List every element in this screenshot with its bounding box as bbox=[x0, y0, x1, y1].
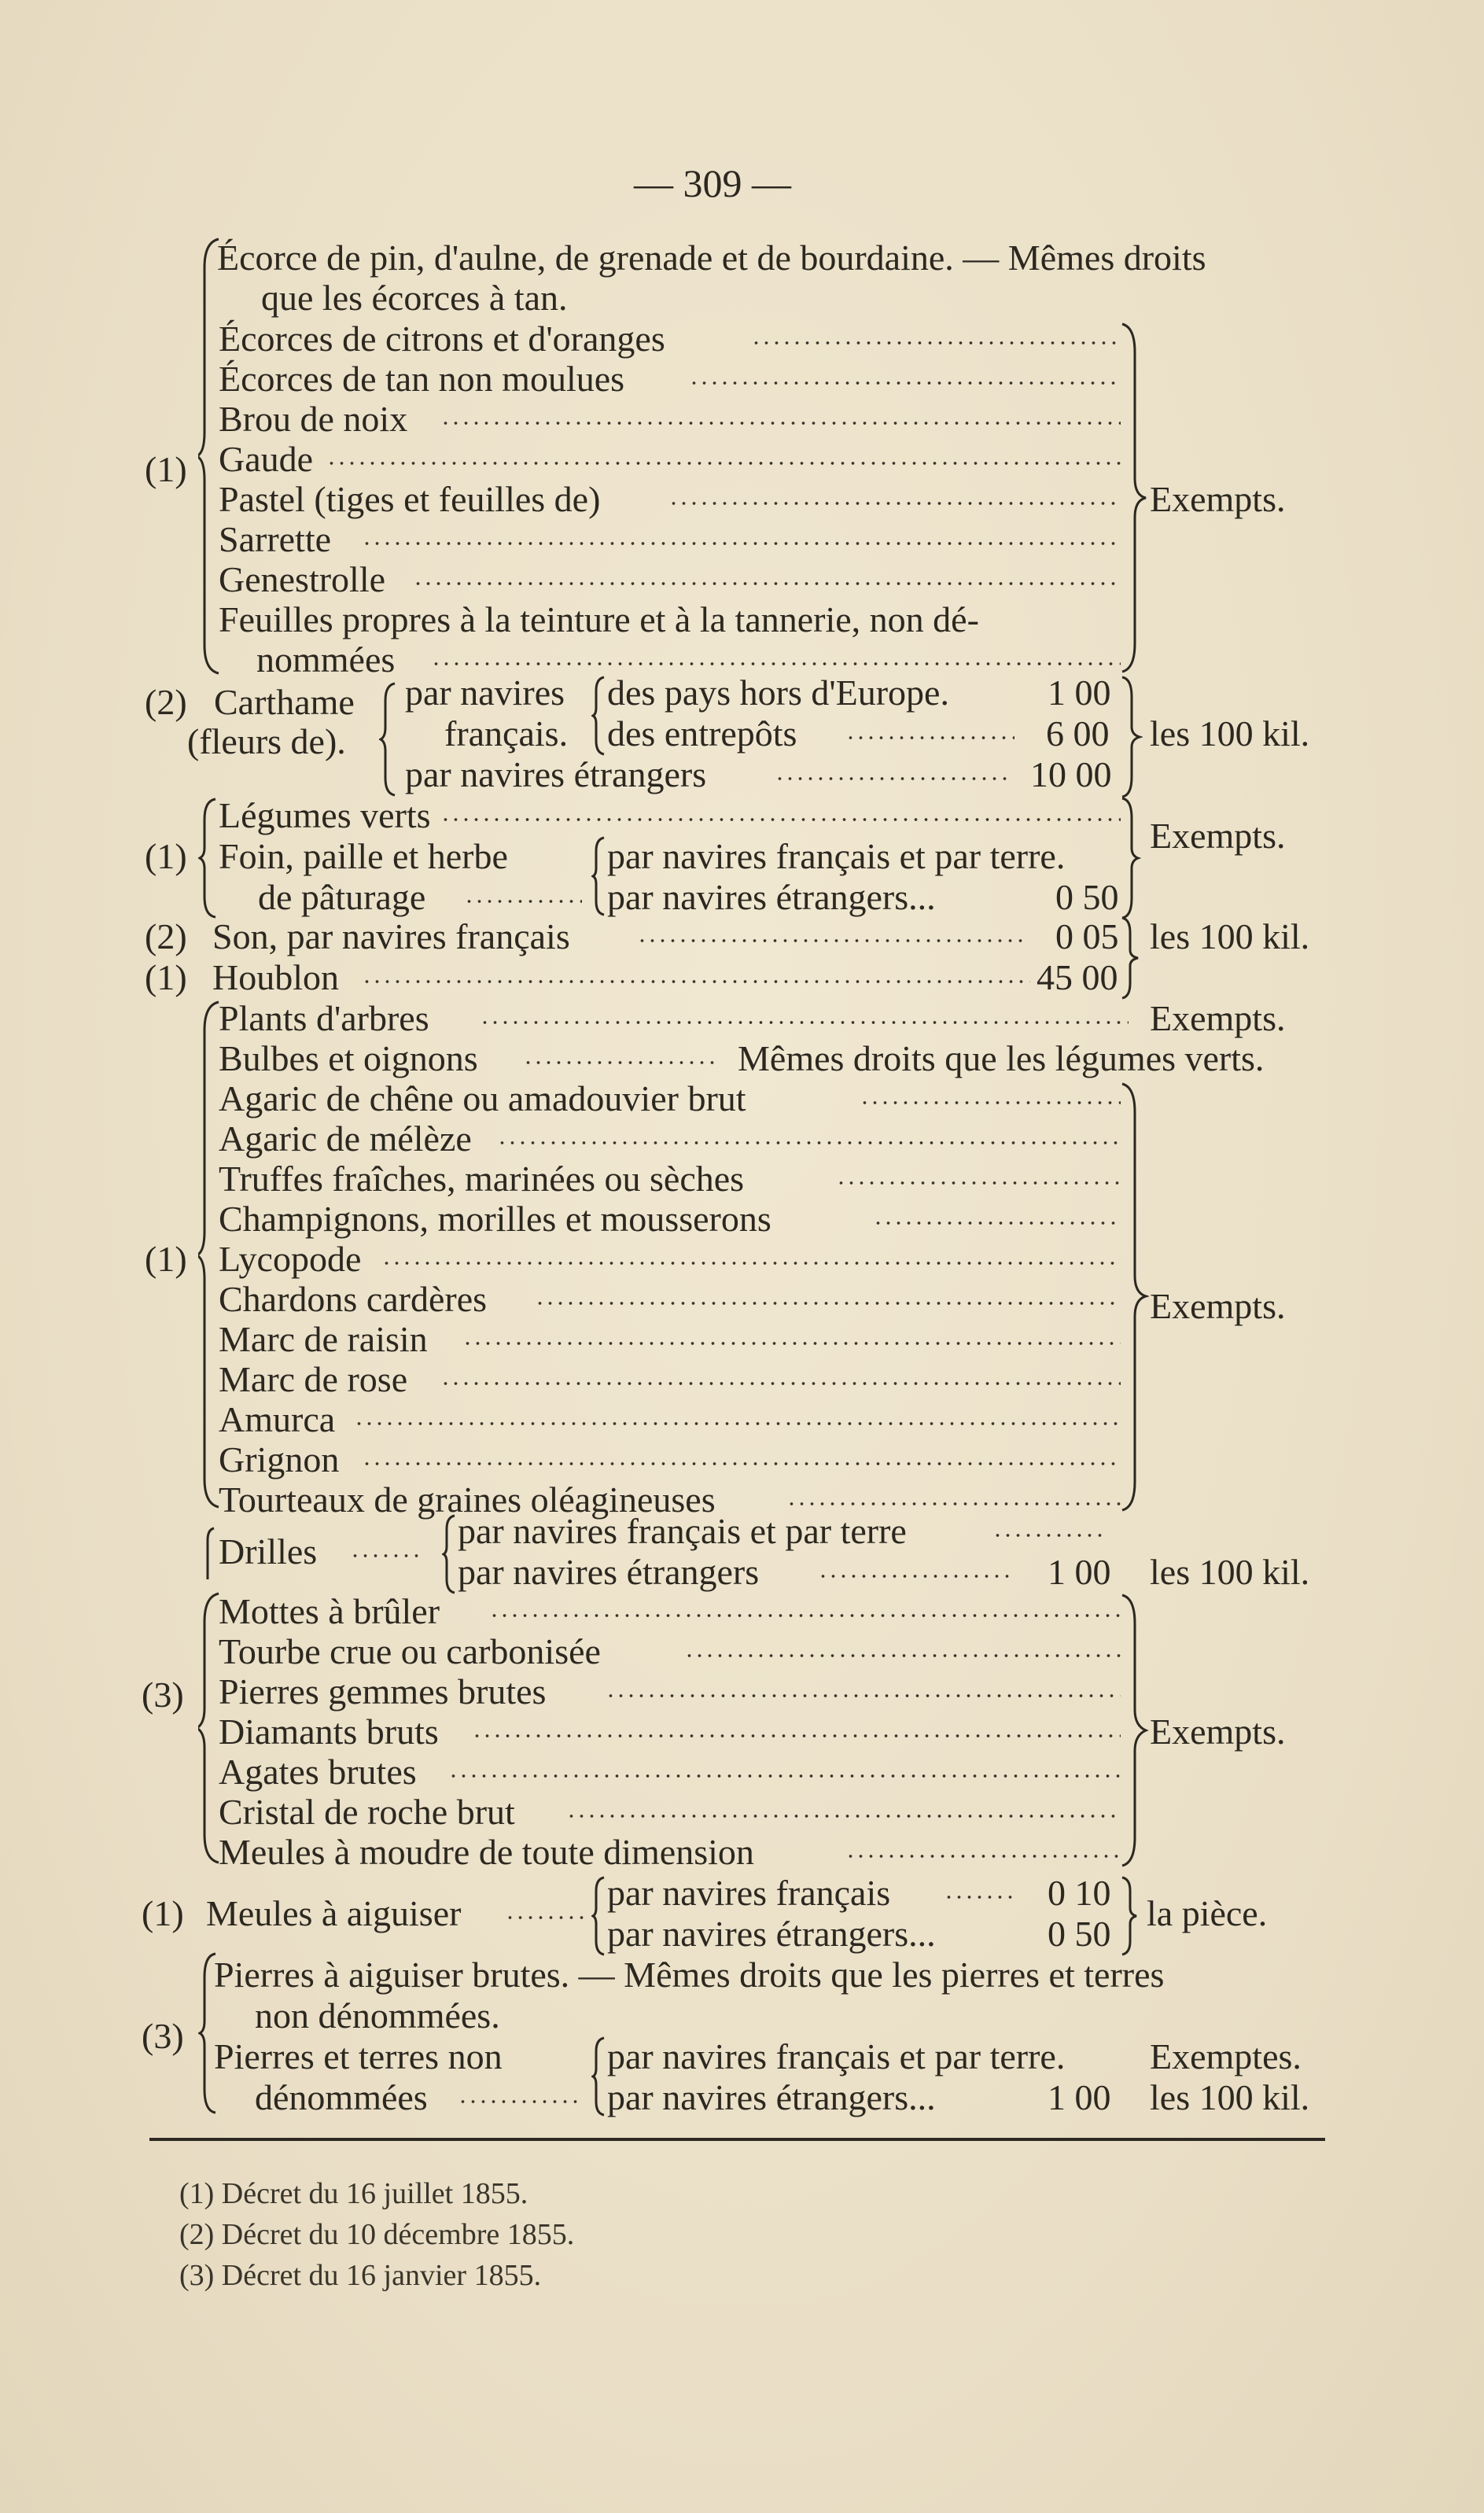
leader-dots bbox=[775, 776, 1011, 781]
leader-dots bbox=[523, 1060, 720, 1065]
foin-francais: par navires français et par terre. bbox=[607, 836, 1066, 876]
pt-francais: par navires français et par terre. bbox=[607, 2036, 1066, 2076]
row-carthame: Carthame bbox=[214, 682, 355, 722]
row-cristal: Cristal de roche brut bbox=[219, 1792, 515, 1832]
right-brace bbox=[1121, 796, 1141, 920]
row-sarrette: Sarrette bbox=[219, 519, 332, 559]
exempt-label: Exempts. bbox=[1150, 1286, 1286, 1326]
row-brou: Brou de noix bbox=[219, 399, 408, 439]
row-feuilles-line2: nommées bbox=[256, 639, 396, 680]
value-houblon: 45 00 bbox=[1037, 957, 1118, 997]
row-chardons: Chardons cardères bbox=[219, 1279, 488, 1319]
leader-dots bbox=[535, 1301, 1121, 1306]
row-meules-aiguiser: Meules à aiguiser bbox=[206, 1893, 462, 1933]
row-foin: Foin, paille et herbe bbox=[219, 836, 508, 876]
row-gaude: Gaude bbox=[219, 439, 314, 479]
leader-dots bbox=[413, 581, 1121, 586]
bulbes-note: Mêmes droits que les légumes verts. bbox=[738, 1038, 1265, 1078]
footnote-ref: (1) bbox=[145, 449, 187, 489]
footnote-2: (2) Décret du 10 décembre 1855. bbox=[179, 2218, 575, 2251]
leader-dots bbox=[505, 1915, 584, 1920]
footnote-ref: (1) bbox=[145, 1239, 187, 1279]
row-pierres-gemmes: Pierres gemmes brutes bbox=[219, 1671, 547, 1712]
left-brace bbox=[591, 675, 607, 757]
row-entrepots: des entrepôts bbox=[607, 713, 797, 754]
leader-dots bbox=[440, 817, 1121, 822]
leader-dots bbox=[472, 1734, 1121, 1738]
row-amurca: Amurca bbox=[219, 1399, 336, 1439]
row-pierres-aiguiser: Pierres à aiguiser brutes. — Mêmes droits que les pierres et terres bbox=[214, 1955, 1165, 1995]
leader-dots bbox=[751, 341, 1121, 345]
row-agaric-chene: Agaric de chêne ou amadouvier brut bbox=[219, 1078, 746, 1118]
value-pays-hors: 1 00 bbox=[1048, 672, 1111, 713]
row-genestrolle: Genestrolle bbox=[219, 559, 386, 599]
exempt-label: Exempts. bbox=[1150, 998, 1286, 1038]
row-pierres-aiguiser-line2: non dénommées. bbox=[255, 1995, 500, 2036]
value-meules-francais: 0 10 bbox=[1048, 1873, 1111, 1913]
leader-dots bbox=[606, 1693, 1121, 1698]
row-tourteaux: Tourteaux de graines oléagineuses bbox=[219, 1479, 716, 1520]
left-brace bbox=[198, 796, 219, 920]
foin-etrangers: par navires étrangers... bbox=[607, 877, 936, 917]
footnote-ref: (1) bbox=[145, 957, 187, 997]
footnote-1: (1) Décret du 16 juillet 1855. bbox=[179, 2177, 528, 2210]
leader-dots bbox=[818, 1574, 1014, 1579]
footnote-ref: (2) bbox=[145, 682, 187, 722]
row-citrons: Écorces de citrons et d'oranges bbox=[219, 319, 665, 359]
leader-dots bbox=[431, 661, 1121, 666]
leader-dots bbox=[458, 2099, 584, 2104]
left-brace bbox=[442, 1513, 458, 1595]
row-marc-rose: Marc de rose bbox=[219, 1359, 408, 1399]
value-foin: 0 50 bbox=[1055, 877, 1119, 917]
page-number: — 309 — bbox=[634, 161, 791, 205]
row-pastel: Pastel (tiges et feuilles de) bbox=[219, 479, 601, 519]
row-plants-arbres: Plants d'arbres bbox=[219, 998, 429, 1038]
footnote-divider bbox=[149, 2138, 1325, 2141]
row-pierres-terres-line2: dénommées bbox=[255, 2077, 428, 2117]
leader-dots bbox=[440, 421, 1121, 426]
left-brace bbox=[591, 2036, 607, 2117]
exempt-label: Exemptes. bbox=[1150, 2036, 1302, 2076]
leader-dots bbox=[944, 1895, 1014, 1899]
footnote-3: (3) Décret du 16 janvier 1855. bbox=[179, 2259, 542, 2292]
row-son: Son, par navires français bbox=[212, 916, 570, 956]
value-entrepots: 6 00 bbox=[1046, 713, 1110, 754]
leader-dots bbox=[362, 1461, 1121, 1466]
row-ecorce-pin-line1: Écorce de pin, d'aulne, de grenade et de bourdaine. — Mêmes droits bbox=[217, 238, 1206, 278]
leader-dots bbox=[480, 1020, 1129, 1025]
footnote-ref: (1) bbox=[145, 836, 187, 876]
leader-dots bbox=[362, 979, 1030, 984]
unit-label: les 100 kil. bbox=[1150, 1552, 1310, 1592]
right-brace bbox=[1121, 1592, 1149, 1869]
row-bulbes: Bulbes et oignons bbox=[219, 1038, 478, 1078]
row-truffes: Truffes fraîches, marinées ou sèches bbox=[219, 1159, 745, 1199]
right-brace bbox=[1121, 916, 1141, 1000]
row-carthame-line2: (fleurs de). bbox=[187, 721, 346, 761]
leader-dots bbox=[464, 899, 582, 904]
row-mottes: Mottes à brûler bbox=[219, 1591, 440, 1631]
leader-dots bbox=[637, 938, 1022, 943]
value-pierres-terres: 1 00 bbox=[1048, 2077, 1111, 2117]
leader-dots bbox=[497, 1140, 1121, 1145]
unit-label: les 100 kil. bbox=[1150, 713, 1310, 754]
row-pays-hors-europe: des pays hors d'Europe. bbox=[607, 672, 949, 713]
row-foin-line2: de pâturage bbox=[258, 877, 426, 917]
leader-dots bbox=[860, 1100, 1121, 1105]
left-brace bbox=[591, 835, 607, 917]
left-brace bbox=[591, 1875, 607, 1957]
value-drilles: 1 00 bbox=[1048, 1552, 1111, 1592]
exempt-label: Exempts. bbox=[1150, 816, 1286, 856]
leader-dots bbox=[836, 1181, 1121, 1185]
value-meules-etrangers: 0 50 bbox=[1048, 1914, 1111, 1954]
row-lycopode: Lycopode bbox=[219, 1239, 362, 1279]
row-diamants: Diamants bruts bbox=[219, 1712, 439, 1752]
leader-dots bbox=[326, 461, 1121, 466]
leader-dots bbox=[362, 541, 1121, 546]
value-etrangers: 10 00 bbox=[1030, 754, 1112, 794]
unit-label: les 100 kil. bbox=[1150, 2077, 1310, 2117]
carthame-etrangers: par navires étrangers bbox=[405, 754, 707, 794]
right-brace bbox=[1121, 1875, 1140, 1957]
leader-dots bbox=[440, 1381, 1121, 1386]
row-ecorce-pin-line2: que les écorces à tan. bbox=[261, 278, 568, 318]
footnote-ref: (3) bbox=[142, 1675, 184, 1715]
row-marc-raisin: Marc de raisin bbox=[219, 1319, 428, 1359]
leader-dots bbox=[689, 381, 1121, 385]
drilles-francais: par navires français et par terre bbox=[458, 1511, 907, 1551]
carthame-par-navires: par navires bbox=[405, 672, 565, 713]
drilles-etrangers: par navires étrangers bbox=[458, 1552, 760, 1592]
row-champignons: Champignons, morilles et mousserons bbox=[219, 1199, 771, 1239]
leader-dots bbox=[845, 735, 1014, 740]
row-tan: Écorces de tan non moulues bbox=[219, 359, 625, 399]
value-son: 0 05 bbox=[1055, 916, 1119, 956]
row-agates: Agates brutes bbox=[219, 1752, 417, 1792]
leader-dots bbox=[381, 1261, 1121, 1266]
footnote-ref: (3) bbox=[142, 2016, 184, 2056]
carthame-francais: français. bbox=[444, 713, 569, 754]
unit-label: la pièce. bbox=[1147, 1893, 1268, 1933]
footnote-ref: (2) bbox=[145, 916, 187, 956]
leader-dots bbox=[992, 1533, 1107, 1538]
footnote-ref: (1) bbox=[142, 1893, 184, 1933]
row-pierres-terres: Pierres et terres non bbox=[214, 2036, 503, 2076]
pt-etrangers: par navires étrangers... bbox=[607, 2077, 936, 2117]
row-agaric-meleze: Agaric de mélèze bbox=[219, 1118, 472, 1159]
exempt-label: Exempts. bbox=[1150, 1712, 1286, 1752]
meules-etrangers: par navires étrangers... bbox=[607, 1914, 936, 1954]
row-grignon: Grignon bbox=[219, 1439, 340, 1479]
leader-dots bbox=[462, 1341, 1121, 1346]
row-drilles: Drilles bbox=[219, 1531, 318, 1572]
left-brace bbox=[379, 680, 398, 798]
leader-dots bbox=[845, 1854, 1121, 1859]
left-brace bbox=[203, 1526, 217, 1581]
leader-dots bbox=[350, 1553, 425, 1558]
unit-label: les 100 kil. bbox=[1150, 916, 1310, 956]
leader-dots bbox=[448, 1774, 1121, 1778]
leader-dots bbox=[786, 1502, 1121, 1506]
row-legumes-verts: Légumes verts bbox=[219, 795, 431, 835]
row-houblon: Houblon bbox=[212, 957, 339, 997]
right-brace bbox=[1121, 1081, 1149, 1513]
leader-dots bbox=[354, 1421, 1121, 1426]
leader-dots bbox=[566, 1814, 1121, 1818]
right-brace bbox=[1121, 675, 1143, 799]
leader-dots bbox=[489, 1613, 1121, 1618]
row-feuilles-line1: Feuilles propres à la teinture et à la tannerie, non dé- bbox=[219, 599, 979, 639]
leader-dots bbox=[873, 1221, 1121, 1225]
row-tourbe: Tourbe crue ou carbonisée bbox=[219, 1631, 601, 1671]
row-meules-moudre: Meules à moudre de toute dimension bbox=[219, 1832, 754, 1872]
meules-francais: par navires français bbox=[607, 1873, 891, 1913]
exempt-label: Exempts. bbox=[1150, 479, 1286, 519]
leader-dots bbox=[684, 1653, 1121, 1658]
right-brace bbox=[1121, 321, 1149, 675]
leader-dots bbox=[668, 501, 1121, 506]
